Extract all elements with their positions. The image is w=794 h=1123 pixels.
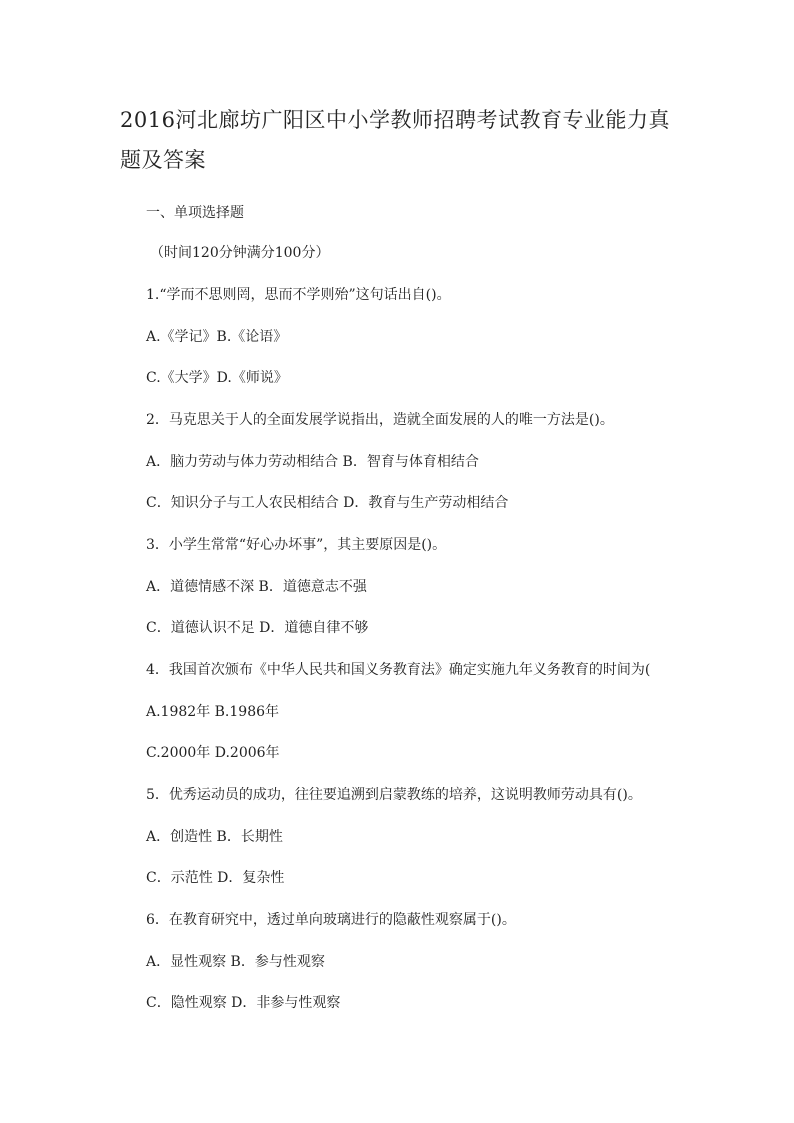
- question-6-options-ab: A．显性观察 B．参与性观察: [146, 954, 325, 970]
- question-stem-3: 3．小学生常常“好心办坏事”，其主要原因是()。: [146, 537, 447, 553]
- question-5-options-cd: C．示范性 D．复杂性: [146, 870, 285, 886]
- question-1-options-cd: C.《大学》D.《师说》: [146, 370, 288, 386]
- document-title: 2016河北廊坊广阳区中小学教师招聘考试教育专业能力真题及答案: [120, 108, 670, 172]
- question-5-options-ab: A．创造性 B．长期性: [146, 829, 283, 845]
- time-note: （时间120分钟满分100分）: [150, 245, 330, 261]
- question-stem-6: 6．在教育研究中，透过单向玻璃进行的隐蔽性观察属于()。: [146, 912, 516, 928]
- question-stem-4: 4．我国首次颁布《中华人民共和国义务教育法》确定实施九年义务教育的时间为(: [146, 662, 651, 678]
- question-2-options-ab: A．脑力劳动与体力劳动相结合 B．智育与体育相结合: [146, 454, 479, 470]
- question-4-options-cd: C.2000年 D.2006年: [146, 745, 280, 761]
- question-3-options-cd: C．道德认识不足 D．道德自律不够: [146, 620, 369, 636]
- question-6-options-cd: C．隐性观察 D．非参与性观察: [146, 995, 341, 1011]
- question-3-options-ab: A．道德情感不深 B．道德意志不强: [146, 579, 367, 595]
- question-1-options-ab: A.《学记》B.《论语》: [146, 329, 288, 345]
- question-stem-1: 1.“学而不思则罔，思而不学则殆”这句话出自()。: [146, 287, 451, 303]
- question-2-options-cd: C．知识分子与工人农民相结合 D．教育与生产劳动相结合: [146, 495, 509, 511]
- question-stem-2: 2．马克思关于人的全面发展学说指出，造就全面发展的人的唯一方法是()。: [146, 412, 614, 428]
- question-4-options-ab: A.1982年 B.1986年: [146, 704, 280, 720]
- question-stem-5: 5．优秀运动员的成功，往往要追溯到启蒙教练的培养，这说明教师劳动具有()。: [146, 787, 642, 803]
- section-heading: 一、单项选择题: [146, 205, 244, 221]
